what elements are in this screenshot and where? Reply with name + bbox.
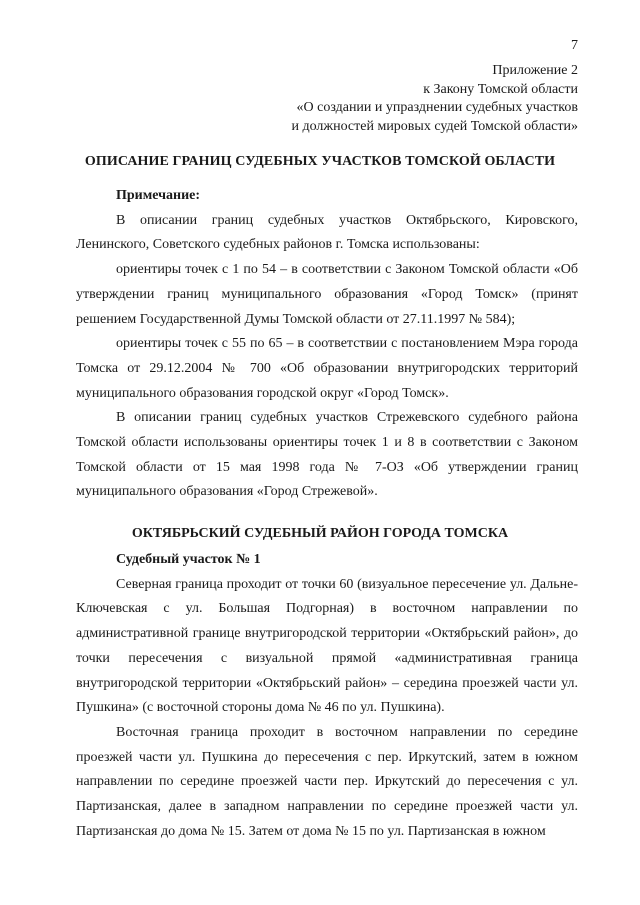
section-paragraph: Северная граница проходит от точки 60 (визуальное пересечение ул. Дальне-Ключевская с ул. Большая Подгорная) в восточном направлении по административной границе внутригородской территории «Октябрьский район», до точки пересечения с визуальной прямой «административная граница внутригородской территории «Октябрьский район» – середина проезжей части ул. Пушкина» (с восточной стороны дома № 46 по ул. Пушкина). xyxy=(76,576,578,716)
note-paragraph: В описании границ судебных участков Октябрьского, Кировского, Ленинского, Советского судебных районов г. Томска использованы: xyxy=(76,212,578,253)
note-heading: Примечание: xyxy=(116,188,201,203)
appendix-reference xyxy=(291,62,578,136)
appendix-line: Приложение 2 xyxy=(492,63,578,78)
note-paragraph: ориентиры точек с 55 по 65 – в соответствии с постановлением Мэра города Томска от 29.12.2004 № 700 «Об образовании внутригородских территорий муниципального образования городской округ «Город Томск». xyxy=(76,336,578,401)
section-paragraph: Восточная граница проходит в восточном направлении по середине проезжей части ул. Пушкина до пересечения с пер. Иркутский, затем в южном направлении по середине проезжей части пер. Иркутский до пересечения с ул. Партизанская, далее в западном направлении по середине проезжей части ул. Партизанская до дома № 15. Затем от дома № 15 по ул. Партизанская в южном xyxy=(76,724,578,839)
page-number: 7 xyxy=(571,38,578,53)
section-title: ОКТЯБРЬСКИЙ СУДЕБНЫЙ РАЙОН ГОРОДА ТОМСКА xyxy=(131,526,509,541)
appendix-line: к Закону Томской области xyxy=(423,81,578,97)
section-subheading: Судебный участок № 1 xyxy=(116,552,261,567)
note-block xyxy=(76,184,578,505)
appendix-line: и должностей мировых судей Томской области» xyxy=(291,118,578,134)
appendix-line: «О создании и упразднении судебных участков xyxy=(296,100,578,115)
note-paragraph: В описании границ судебных участков Стрежевского судебного района Томской области использованы ориентиры точек 1 и 8 в соответствии с Законом Томской области от 15 мая 1998 года № 7-ОЗ «Об утверждении границ муниципального образования «Город Стрежевой». xyxy=(76,410,578,500)
district-block xyxy=(76,548,578,844)
note-paragraph: ориентиры точек с 1 по 54 – в соответствии с Законом Томской области «Об утверждении границ муниципального образования «Город Томск» (принят решением Государственной Думы Томской области от 27.11.1997 № 584); xyxy=(76,262,578,327)
document-title: ОПИСАНИЕ ГРАНИЦ СУДЕБНЫХ УЧАСТКОВ ТОМСКОЙ ОБЛАСТИ xyxy=(84,154,556,169)
